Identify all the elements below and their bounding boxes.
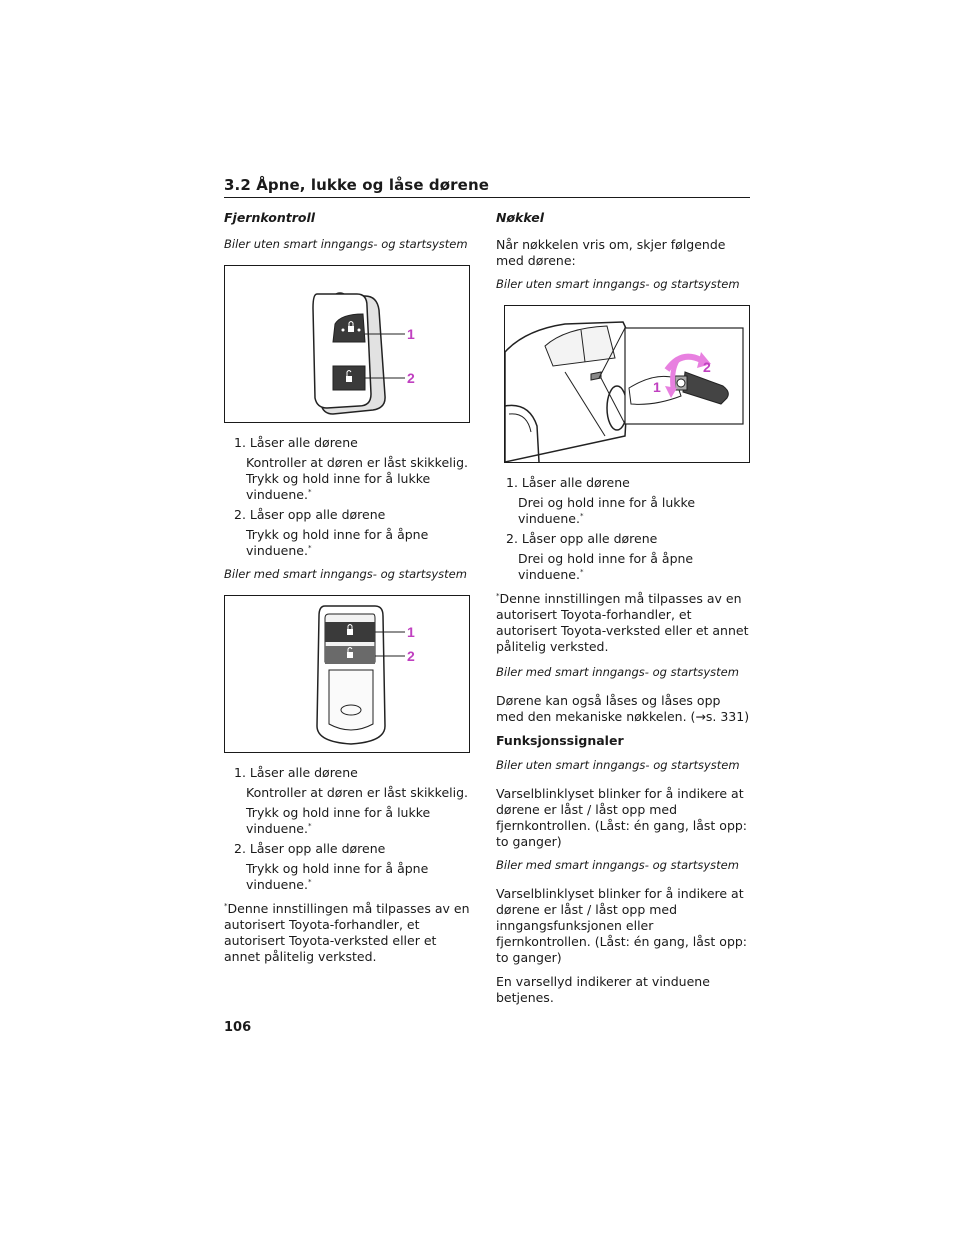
with-smart-subheading-right: Biler med smart inngangs- og startsystem (496, 665, 739, 679)
signals-without-smart-subheading: Biler uten smart inngangs- og startsystem (496, 758, 740, 772)
callout-1: 1 (407, 624, 415, 640)
list-item: 2. Låser opp alle dørene Drei og hold inne for å åpne vinduene.* (506, 531, 694, 582)
page-number: 106 (224, 1020, 252, 1035)
list-item: 1. Låser alle dørene Kontroller at døren er låst skikkelig. Trykk og hold inne for å lukke vinduene.* (234, 435, 468, 502)
right-column (496, 210, 752, 1014)
remote-figure-with-smart (224, 595, 470, 753)
without-smart-subheading-right: Biler uten smart inngangs- og startsystem (496, 277, 740, 291)
steps-with-smart (224, 765, 474, 893)
signals-text-with-smart: Varselblinklyset blinker for å indikere at dørene er låst / låst opp med inngangsfunksjonen eller fjernkontrollen. (Låst: én gang, låst opp: to ganger) (496, 886, 748, 965)
callout-2: 2 (407, 648, 415, 664)
callout-2: 2 (703, 359, 711, 375)
section-header: 3.2 Åpne, lukke og låse dørene (224, 176, 750, 198)
list-item: 2. Låser opp alle dørene Trykk og hold inne for å åpne vinduene.* (234, 507, 429, 558)
with-smart-subheading: Biler med smart inngangs- og startsystem (224, 567, 467, 581)
key-door-figure (504, 305, 750, 463)
flip-key-remote-illustration (225, 266, 469, 422)
list-item: 1. Låser alle dørene Drei og hold inne for å lukke vinduene.* (506, 475, 696, 526)
smart-key-remote-illustration (225, 596, 469, 752)
car-door-key-illustration (505, 306, 749, 462)
key-steps (496, 475, 752, 583)
steps-without-smart (224, 435, 474, 559)
window-sound-text: En varsellyd indikerer at vinduene betjenes. (496, 974, 710, 1005)
key-intro: Når nøkkelen vris om, skjer følgende med dørene: (496, 237, 726, 268)
footnote-left: *Denne innstillingen må tilpasses av en autorisert Toyota-forhandler, et autorisert Toyota-verksted eller et annet pålitelig verksted. (224, 901, 470, 964)
remote-heading: Fjernkontroll (224, 210, 316, 225)
left-column (224, 210, 474, 975)
mechanical-key-text: Dørene kan også låses og låses opp med den mekaniske nøkkelen. (→s. 331) (496, 693, 750, 724)
signals-heading: Funksjonssignaler (496, 733, 624, 748)
key-heading: Nøkkel (496, 210, 544, 225)
signals-with-smart-subheading: Biler med smart inngangs- og startsystem (496, 858, 739, 872)
list-item: 2. Låser opp alle dørene Trykk og hold inne for å åpne vinduene.* (234, 841, 429, 892)
callout-1: 1 (407, 326, 415, 342)
remote-figure-without-smart (224, 265, 470, 423)
footnote-right: *Denne innstillingen må tilpasses av en autorisert Toyota-forhandler, et autorisert Toyota-verksted eller et annet pålitelig verksted. (496, 591, 749, 654)
list-item: 1. Låser alle dørene Kontroller at døren er låst skikkelig. Trykk og hold inne for å lukke vinduene.* (234, 765, 468, 836)
callout-2: 2 (407, 370, 415, 386)
signals-text-without-smart: Varselblinklyset blinker for å indikere at dørene er låst / låst opp med fjernkontrollen. (Låst: én gang, låst opp: to ganger) (496, 786, 748, 849)
callout-1: 1 (653, 379, 661, 395)
without-smart-subheading: Biler uten smart inngangs- og startsystem (224, 237, 468, 251)
